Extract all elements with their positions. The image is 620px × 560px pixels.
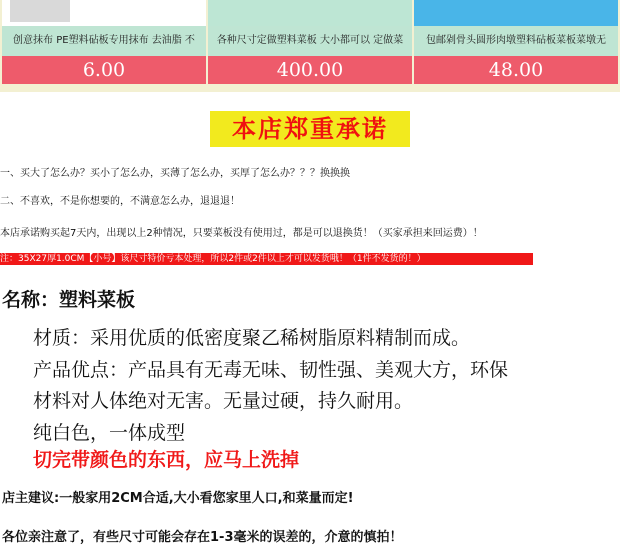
product-strip: [0, 0, 620, 92]
image-fragment: [10, 0, 70, 22]
red-notice: 注：35X27厚1.0CM【小号】该尺寸特价亏本处理，所以2件或2件以上才可以发货哦！（1件不发货的！）: [0, 253, 533, 265]
product-name-heading: 名称：塑料菜板: [2, 289, 136, 311]
product-image[interactable]: [414, 0, 618, 26]
product-image[interactable]: [208, 0, 412, 26]
color-text: 纯白色，一体成型: [33, 422, 186, 444]
material-text: 材质：采用优质的低密度聚乙稀树脂原料精制而成。: [33, 327, 471, 349]
product-price: 400.00: [208, 56, 412, 84]
product-title[interactable]: 包邮剁骨头圆形肉墩塑料砧板菜板菜墩无: [414, 26, 618, 56]
product-price: 48.00: [414, 56, 618, 84]
advantages-text-cont: 材料对人体绝对无害。无量过硬，持久耐用。: [33, 390, 414, 412]
product-card[interactable]: [208, 0, 412, 84]
promise-line: 本店承诺购买起7天内，出现以上2种情况，只要菜板没有使用过，都是可以退换货！（买家承担来回运费）！: [0, 228, 483, 239]
promise-line: 二、不喜欢，不是你想要的，不满意怎么办，退退退！: [0, 196, 240, 207]
promise-line: 一、买大了怎么办？买小了怎么办，买薄了怎么办，买厚了怎么办？？？换换换: [0, 168, 350, 179]
advantages-text: 产品优点：产品具有无毒无味、韧性强、美观大方，环保: [33, 359, 509, 381]
product-image[interactable]: [2, 0, 206, 28]
product-price: 6.00: [2, 56, 206, 84]
product-card[interactable]: [2, 0, 206, 84]
wash-warning: 切完带颜色的东西，应马上洗掉: [33, 449, 300, 471]
product-title[interactable]: 各种尺寸定做塑料菜板 大小都可以 定做菜: [208, 26, 412, 56]
product-card[interactable]: [414, 0, 618, 84]
owner-suggestion: 店主建议:一般家用2CM合适,大小看您家里人口,和菜量而定!: [2, 491, 354, 506]
size-tolerance-note: 各位亲注意了，有些尺寸可能会存在1-3毫米的误差的，介意的慎拍！: [2, 530, 403, 545]
promise-banner: 本店郑重承诺: [210, 111, 410, 147]
product-title[interactable]: 创意抹布 PE塑料砧板专用抹布 去油脂 不: [2, 26, 206, 56]
